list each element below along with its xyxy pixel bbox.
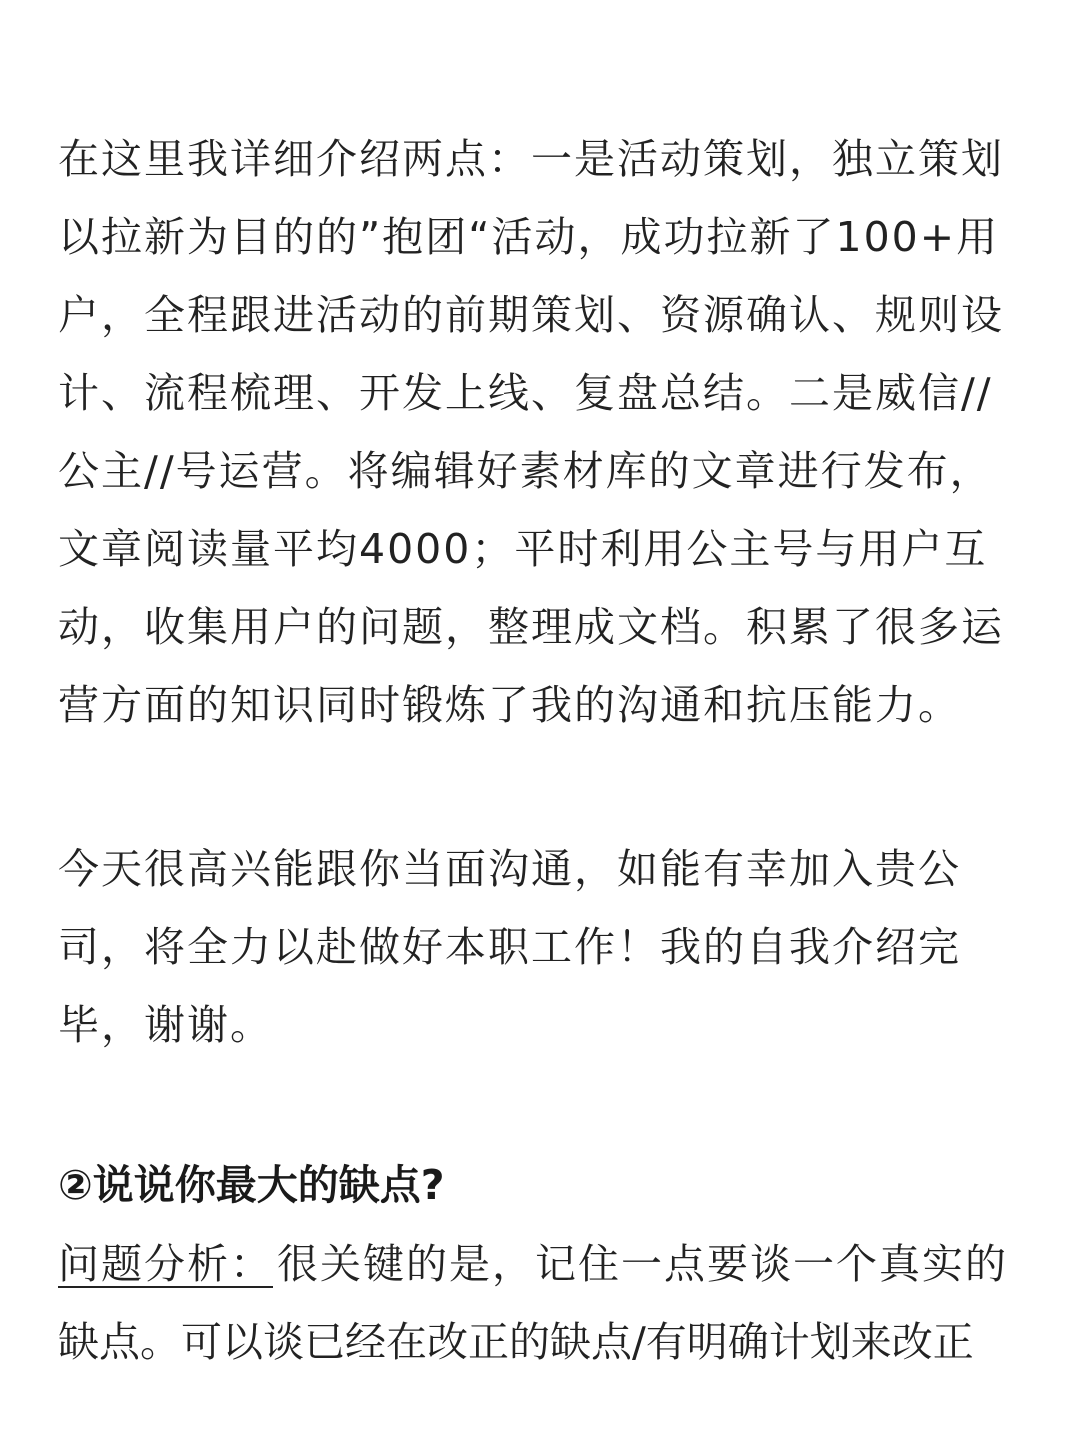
- text-line: 毕，谢谢。: [58, 1001, 273, 1049]
- question-heading: ②说说你最大的缺点?: [58, 1161, 445, 1209]
- question-analysis: [58, 1225, 1022, 1381]
- text-line: 营方面的知识同时锻炼了我的沟通和抗压能力。: [58, 681, 961, 729]
- text-line: 动，收集用户的问题，整理成文档。积累了很多运: [58, 603, 1004, 651]
- text-line: 计、流程梳理、开发上线、复盘总结。二是威信//: [58, 369, 993, 417]
- analysis-text: 很关键的是，记住一点要谈一个真实的: [277, 1240, 1008, 1288]
- text-line: 公主//号运营。将编辑好素材库的文章进行发布，: [58, 447, 993, 495]
- analysis-line: [58, 1225, 1022, 1303]
- analysis-line: 缺点。可以谈已经在改正的缺点/有明确计划来改正: [58, 1318, 974, 1366]
- paragraph-activity-and-account-operation: [58, 120, 1022, 744]
- text-line: 文章阅读量平均4000；平时利用公主号与用户互: [58, 525, 988, 573]
- text-line: 司，将全力以赴做好本职工作！我的自我介绍完: [58, 923, 961, 971]
- text-line: 以拉新为目的的”抱团“活动，成功拉新了100+用: [58, 213, 1000, 261]
- text-line: 在这里我详细介绍两点：一是活动策划，独立策划: [58, 135, 1004, 183]
- paragraph-closing-remarks: [58, 830, 1022, 1064]
- analysis-label: 问题分析：: [58, 1240, 273, 1288]
- text-line: 户，全程跟进活动的前期策划、资源确认、规则设: [58, 291, 1004, 339]
- text-line: 今天很高兴能跟你当面沟通，如能有幸加入贵公: [58, 845, 961, 893]
